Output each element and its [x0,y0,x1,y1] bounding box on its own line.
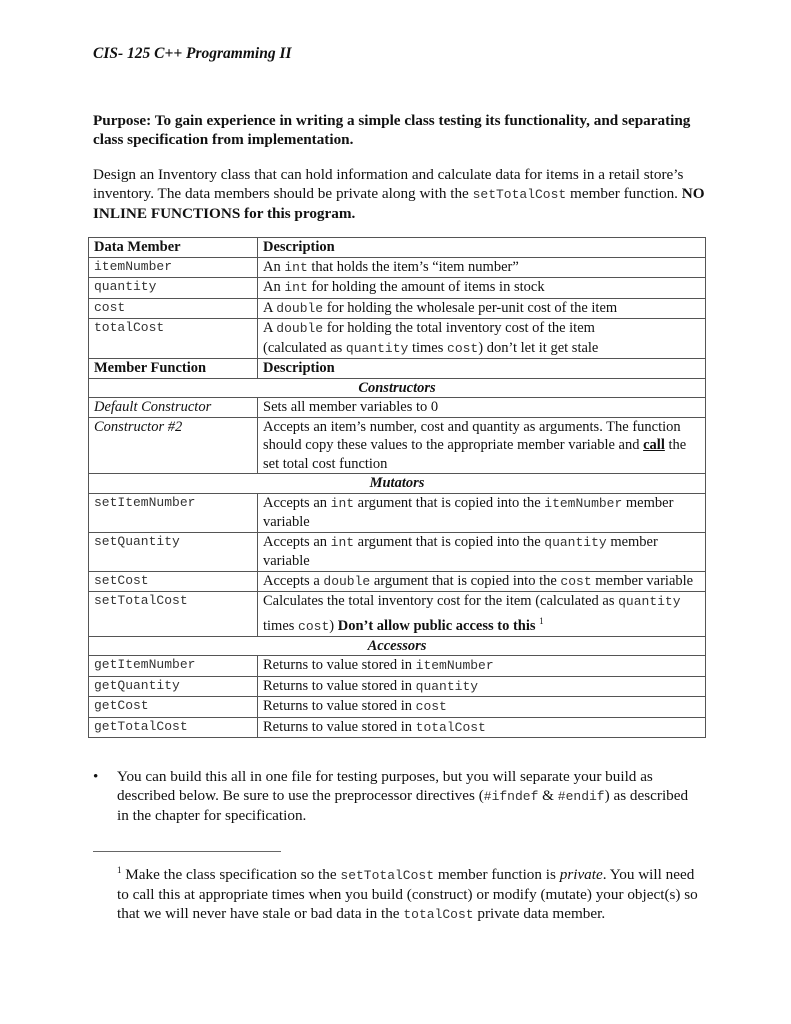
data-member-desc: An int that holds the item’s “item number” [258,257,706,278]
function-name: getItemNumber [89,656,258,677]
function-name: setItemNumber [89,493,258,532]
function-name: getTotalCost [89,717,258,738]
document-header: CIS- 125 C++ Programming II [93,45,292,62]
function-desc: Returns to value stored in totalCost [258,717,706,738]
table-row [89,298,706,319]
table-row [89,417,706,474]
function-desc: Accepts a double argument that is copied into the cost member variable [258,571,706,592]
section-row [89,636,706,656]
footnote-divider [93,851,281,852]
data-member-desc: A double for holding the wholesale per-unit cost of the item [258,298,706,319]
table-row [89,697,706,718]
section-constructors: Constructors [89,378,706,398]
section-row [89,474,706,494]
data-member-name: totalCost [89,319,258,359]
function-desc: Accepts an item’s number, cost and quantity as arguments. The function should copy these values to the appropriate member variable and call the set total cost function [258,417,706,474]
data-member-name: quantity [89,278,258,299]
table-row [89,257,706,278]
data-member-desc: A double for holding the total inventory cost of the item (calculated as quantity times cost) don’t let it get stale [258,319,706,359]
function-name: setCost [89,571,258,592]
purpose-statement: Purpose: To gain experience in writing a simple class testing its functionality, and separating class specification from implementation. [93,112,691,148]
section-accessors: Accessors [89,636,706,656]
function-desc: Accepts an int argument that is copied into the itemNumber member variable [258,493,706,532]
header-data-member: Data Member [89,238,258,258]
data-member-name: cost [89,298,258,319]
function-name: setTotalCost [89,592,258,637]
bullet-note: • You can build this all in one file for testing purposes, but you will separate your build as described below. Be sure to use the preprocessor directives (#ifndef & #endif) as described in the chapter for specification. [93,768,689,824]
function-desc: Returns to value stored in itemNumber [258,656,706,677]
table-row [89,398,706,418]
table-row [89,656,706,677]
intro-paragraph: Design an Inventory class that can hold information and calculate data for items in a retail store’s inventory. The data members should be private along with the setTotalCost member function. NO INLINE FUNCTIONS for this program. [93,166,705,222]
function-name: Constructor #2 [89,417,258,474]
table-row [89,493,706,532]
table-row [89,676,706,697]
header-description: Description [258,359,706,379]
section-mutators: Mutators [89,474,706,494]
table-row [89,278,706,299]
table-row [89,319,706,359]
function-desc: Accepts an int argument that is copied into the quantity member variable [258,532,706,571]
bullet-icon: • [93,768,99,785]
footnote: $^1$ Make the class specification so the setTotalCost member function is private. You will need to call this at appropriate times when you build (construct) or modify (mutate) your object(s) so that we will never have stale or bad data in the totalCost private data member. [117,865,698,923]
header-member-function: Member Function [89,359,258,379]
inventory-spec-table [88,237,706,738]
function-name: setQuantity [89,532,258,571]
data-member-desc: An int for holding the amount of items in stock [258,278,706,299]
table-header-row [89,238,706,258]
function-name: getQuantity [89,676,258,697]
function-header-row [89,359,706,379]
function-name: Default Constructor [89,398,258,418]
function-desc: Returns to value stored in cost [258,697,706,718]
section-row [89,378,706,398]
data-member-name: itemNumber [89,257,258,278]
table-row [89,592,706,637]
function-name: getCost [89,697,258,718]
table-row [89,532,706,571]
function-desc: Returns to value stored in quantity [258,676,706,697]
footnote-ref: 1 [539,615,544,626]
table-row [89,571,706,592]
header-description: Description [258,238,706,258]
function-desc: Sets all member variables to 0 [258,398,706,418]
function-desc: Calculates the total inventory cost for the item (calculated as quantity times cost) Don’t allow public access to this $^1$ [258,592,706,637]
table-row [89,717,706,738]
